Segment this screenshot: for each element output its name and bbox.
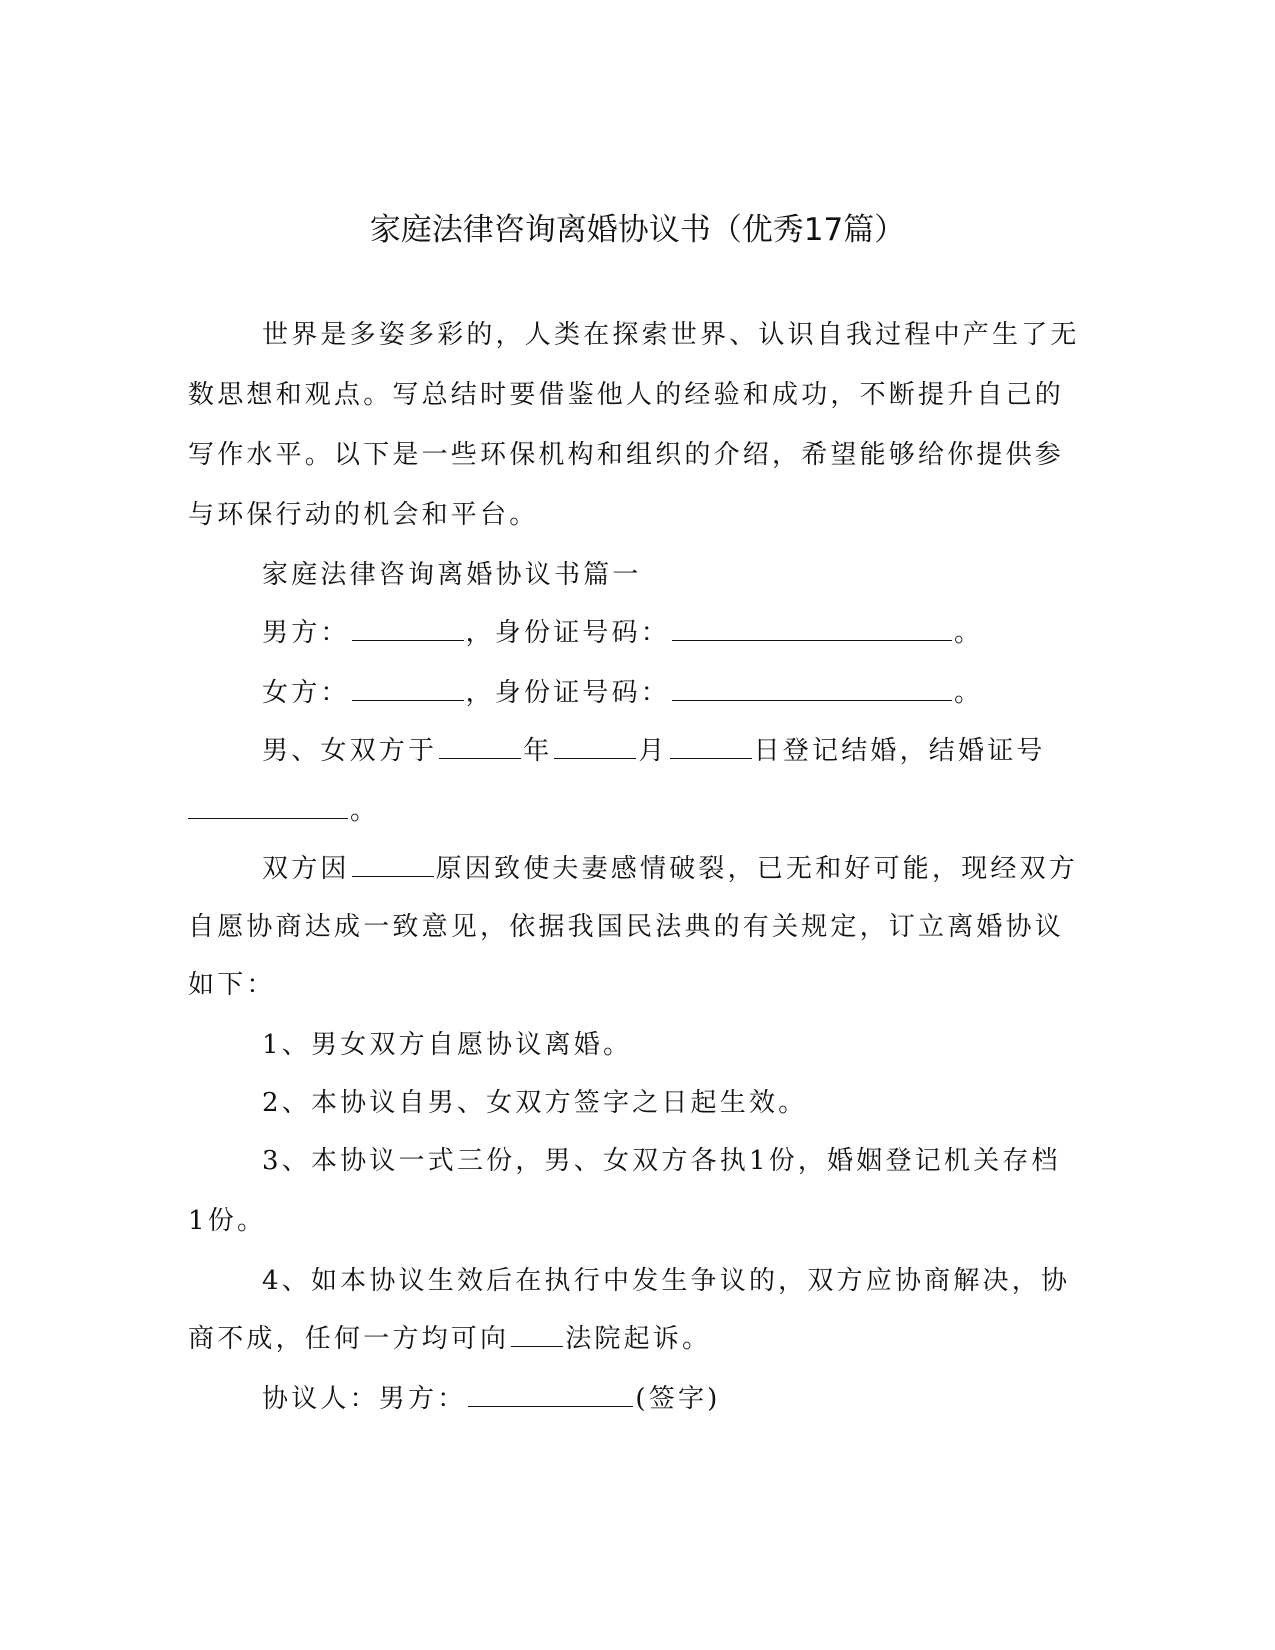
year-blank	[439, 734, 521, 759]
reason-blank	[352, 852, 434, 877]
intro-line-3: 写作水平。以下是一些环保机构和组织的介绍，希望能够给你提供参	[188, 440, 1065, 470]
reason-suffix: 原因致使夫妻感情破裂，已无和好可能，现经双方	[435, 854, 1079, 884]
male-id-label: ，身份证号码：	[465, 618, 671, 648]
male-line	[262, 615, 983, 651]
clause-4-line-1: 4、如本协议生效后在执行中发生争议的，双方应协商解决，协	[262, 1266, 1071, 1296]
clause-3-line-1: 3、本协议一式三份，男、女双方各执1份，婚姻登记机关存档	[262, 1146, 1061, 1176]
reason-line-1	[262, 851, 1078, 887]
clause-1: 1、男女双方自愿协议离婚。	[262, 1030, 633, 1060]
marriage-year: 年	[523, 736, 553, 766]
male-id-blank	[672, 616, 952, 641]
intro-line-4: 与环保行动的机会和平台。	[188, 500, 539, 530]
male-name-blank	[352, 616, 464, 641]
reason-prefix: 双方因	[262, 854, 350, 884]
female-line	[262, 675, 983, 711]
reason-line-2: 自愿协商达成一致意见，依据我国民法典的有关规定，订立离婚协议	[188, 912, 1065, 942]
male-label: 男方：	[262, 618, 350, 648]
female-id-label: ，身份证号码：	[465, 678, 671, 708]
signature-line	[262, 1381, 721, 1417]
signature-blank	[468, 1382, 633, 1407]
section-heading: 家庭法律咨询离婚协议书篇一	[262, 560, 642, 590]
marriage-end: 。	[350, 796, 380, 826]
marriage-suffix: 日登记结婚，结婚证号	[753, 736, 1046, 766]
court-blank	[511, 1322, 563, 1347]
clause-4-line-2	[188, 1321, 711, 1357]
intro-line-1: 世界是多姿多彩的，人类在探索世界、认识自我过程中产生了无	[262, 320, 1080, 350]
clause-3-line-2: 1份。	[188, 1206, 267, 1236]
day-blank	[670, 734, 752, 759]
signature-suffix: (签字)	[635, 1384, 721, 1414]
marriage-month: 月	[638, 736, 668, 766]
female-name-blank	[352, 676, 464, 701]
marriage-cert-line	[188, 793, 379, 829]
month-blank	[554, 734, 636, 759]
clause-4-suffix: 法院起诉。	[565, 1324, 712, 1354]
reason-line-3: 如下：	[188, 970, 276, 1000]
clause-2: 2、本协议自男、女双方签字之日起生效。	[262, 1088, 808, 1118]
marriage-prefix: 男、女双方于	[262, 736, 438, 766]
intro-line-2: 数思想和观点。写总结时要借鉴他人的经验和成功，不断提升自己的	[188, 380, 1065, 410]
female-end: 。	[954, 678, 984, 708]
cert-number-blank	[188, 794, 348, 819]
marriage-line	[262, 733, 1046, 769]
clause-4-prefix: 商不成，任何一方均可向	[188, 1324, 510, 1354]
male-end: 。	[954, 618, 984, 648]
document-title: 家庭法律咨询离婚协议书（优秀17篇）	[369, 212, 906, 248]
female-id-blank	[672, 676, 952, 701]
signature-label: 协议人：男方：	[262, 1384, 467, 1414]
female-label: 女方：	[262, 678, 350, 708]
